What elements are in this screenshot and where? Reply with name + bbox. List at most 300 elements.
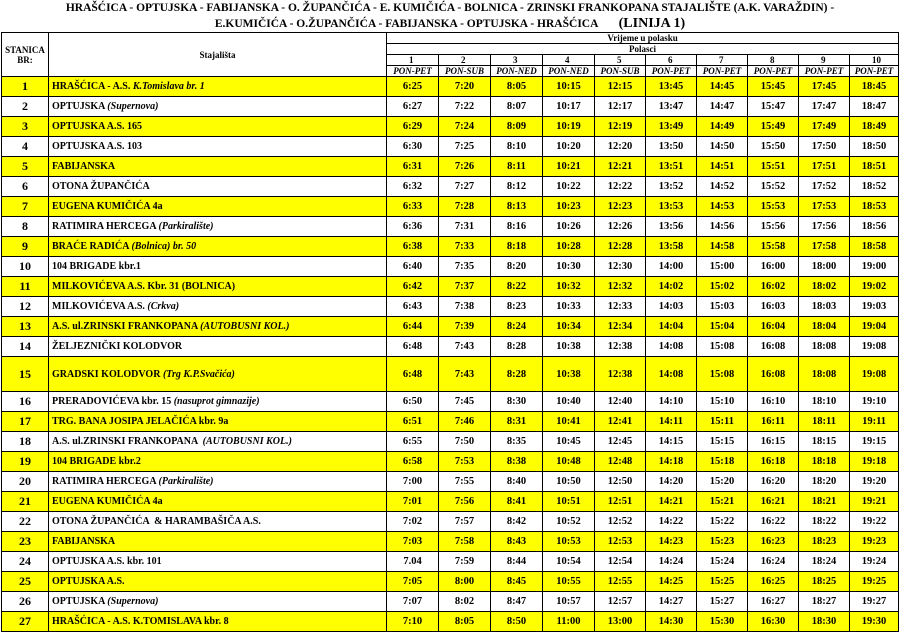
departure-time: 18:00 (799, 257, 850, 277)
departure-time: 12:34 (595, 317, 646, 337)
table-row (2, 552, 899, 572)
departure-time: 15:21 (697, 492, 748, 512)
departure-time: 6:48 (387, 337, 439, 357)
departure-time: 6:25 (387, 77, 439, 97)
departure-time: 7:28 (439, 197, 491, 217)
table-row (2, 297, 899, 317)
stop-name: OPTUJSKA A.S. kbr. 101 (52, 556, 162, 567)
departure-number: 5 (595, 55, 646, 66)
station-number: 25 (2, 572, 49, 592)
departure-time: 15:11 (697, 412, 748, 432)
departure-time: 18:50 (850, 137, 899, 157)
departure-time: 16:15 (748, 432, 799, 452)
departure-time: 19:22 (850, 512, 899, 532)
departure-time: 16:22 (748, 512, 799, 532)
departure-time: 7:20 (439, 77, 491, 97)
departure-time: 16:08 (748, 337, 799, 357)
station-number: 10 (2, 257, 49, 277)
departure-time: 8:43 (491, 532, 543, 552)
station-number: 17 (2, 412, 49, 432)
departure-time: 13:58 (646, 237, 697, 257)
departure-time: 14:49 (697, 117, 748, 137)
departure-time: 14:56 (697, 217, 748, 237)
stop-name: MILKOVIĆEVA A.S. (52, 301, 148, 312)
departure-time: 10:26 (543, 217, 595, 237)
departure-time: 6:36 (387, 217, 439, 237)
departure-time: 13:56 (646, 217, 697, 237)
stop-name: PRERADOVIĆEVA kbr. 15 (52, 396, 174, 407)
departure-time: 8:07 (491, 97, 543, 117)
departure-time: 7:07 (387, 592, 439, 612)
departure-time: 10:34 (543, 317, 595, 337)
departure-time: 8:09 (491, 117, 543, 137)
stop-name: OPTUJSKA A.S. 165 (52, 121, 143, 132)
departure-time: 15:27 (697, 592, 748, 612)
departure-time: 16:03 (748, 297, 799, 317)
station-number: 24 (2, 552, 49, 572)
departure-time: 8:02 (439, 592, 491, 612)
departure-time: 15:56 (748, 217, 799, 237)
table-row (2, 157, 899, 177)
departure-time: 10:40 (543, 392, 595, 412)
station-number: 13 (2, 317, 49, 337)
departure-number: 3 (491, 55, 543, 66)
departure-time: 15:24 (697, 552, 748, 572)
departure-time: 14:10 (646, 392, 697, 412)
departure-time: 8:24 (491, 317, 543, 337)
stop-note: (Crkva) (147, 301, 180, 312)
departure-time: 10:51 (543, 492, 595, 512)
departure-time: 15:08 (697, 357, 748, 392)
departure-number: 6 (646, 55, 697, 66)
departure-time: 14:04 (646, 317, 697, 337)
station-number: 27 (2, 612, 49, 632)
station-number: 20 (2, 472, 49, 492)
departure-time: 17:51 (799, 157, 850, 177)
departure-time: 11:00 (543, 612, 595, 632)
departure-time: 15:25 (697, 572, 748, 592)
stop-name-cell (49, 572, 387, 592)
table-row (2, 77, 899, 97)
stop-name-cell (49, 357, 387, 392)
stop-name: OPTUJSKA A.S. (52, 576, 125, 587)
station-no-header: STANICA BR: (2, 33, 49, 77)
departure-time: 8:44 (491, 552, 543, 572)
departure-time: 7:45 (439, 392, 491, 412)
departure-time: 15:52 (748, 177, 799, 197)
table-row (2, 257, 899, 277)
departure-time: 7:05 (387, 572, 439, 592)
departure-time: 6:38 (387, 237, 439, 257)
departure-time: 14:02 (646, 277, 697, 297)
departure-time: 15:04 (697, 317, 748, 337)
departure-time: 18:04 (799, 317, 850, 337)
day-type: PON-SUB (439, 66, 491, 77)
departure-time: 15:02 (697, 277, 748, 297)
departure-time: 7.04 (387, 552, 439, 572)
departure-time: 10:45 (543, 432, 595, 452)
departure-time: 7:10 (387, 612, 439, 632)
stop-note: (Parkiralište) (158, 221, 214, 232)
departure-time: 13:52 (646, 177, 697, 197)
station-number: 11 (2, 277, 49, 297)
departure-time: 10:23 (543, 197, 595, 217)
departure-time: 14:30 (646, 612, 697, 632)
departure-time: 12:26 (595, 217, 646, 237)
timetable-header (0, 0, 900, 32)
departure-time: 12:19 (595, 117, 646, 137)
departure-time: 18:47 (850, 97, 899, 117)
departure-number: 4 (543, 55, 595, 66)
departure-time: 12:28 (595, 237, 646, 257)
departure-time: 14:45 (697, 77, 748, 97)
departure-time: 6:55 (387, 432, 439, 452)
departure-time: 14:51 (697, 157, 748, 177)
departure-time: 19:03 (850, 297, 899, 317)
station-number: 19 (2, 452, 49, 472)
departure-time: 6:31 (387, 157, 439, 177)
departure-time: 18:25 (799, 572, 850, 592)
departure-time: 10:19 (543, 117, 595, 137)
stop-name-cell (49, 317, 387, 337)
stop-note: (Supernova) (107, 596, 159, 607)
departure-time: 18:22 (799, 512, 850, 532)
departure-time: 10:53 (543, 532, 595, 552)
departure-time: 7:43 (439, 337, 491, 357)
departure-time: 12:48 (595, 452, 646, 472)
route-line-2-text: E.KUMIČIĆA - O.ŽUPANČIĆA - FABIJANSKA - OPTUJSKA - HRAŠĆICA (214, 18, 598, 30)
departure-time: 7:46 (439, 412, 491, 432)
departure-time: 12:40 (595, 392, 646, 412)
departure-time: 15:15 (697, 432, 748, 452)
departure-time: 13:49 (646, 117, 697, 137)
departures-header: Polasci (387, 44, 899, 55)
table-row (2, 512, 899, 532)
departure-time: 8:35 (491, 432, 543, 452)
departure-time: 6:30 (387, 137, 439, 157)
departure-time: 6:44 (387, 317, 439, 337)
station-number: 3 (2, 117, 49, 137)
departure-time: 14:22 (646, 512, 697, 532)
departure-time: 12:21 (595, 157, 646, 177)
departure-time: 14:08 (646, 357, 697, 392)
departure-time: 10:52 (543, 512, 595, 532)
departure-time: 17:45 (799, 77, 850, 97)
departure-time: 14:50 (697, 137, 748, 157)
timetable-body (2, 77, 899, 632)
departure-number: 2 (439, 55, 491, 66)
departure-time: 12:55 (595, 572, 646, 592)
station-number: 1 (2, 77, 49, 97)
departure-time: 19:20 (850, 472, 899, 492)
stop-note: (AUTOBUSNI KOL.) (202, 436, 292, 447)
departure-time: 15:49 (748, 117, 799, 137)
departure-time: 6:42 (387, 277, 439, 297)
day-type: PON-PET (646, 66, 697, 77)
departure-time: 10:55 (543, 572, 595, 592)
stop-name-cell (49, 177, 387, 197)
table-row (2, 592, 899, 612)
stop-name: EUGENA KUMIČIĆA 4a (52, 496, 163, 507)
stop-name: GRADSKI KOLODVOR (52, 368, 163, 380)
departure-time: 18:20 (799, 472, 850, 492)
departure-time: 10:17 (543, 97, 595, 117)
departure-time: 18:58 (850, 237, 899, 257)
stop-name: ŽELJEZNIČKI KOLODVOR (52, 341, 183, 352)
departure-time: 17:50 (799, 137, 850, 157)
table-row (2, 392, 899, 412)
departure-time: 7:37 (439, 277, 491, 297)
departure-time: 18:51 (850, 157, 899, 177)
stop-name-cell (49, 297, 387, 317)
departure-time: 8:38 (491, 452, 543, 472)
departure-time: 7:22 (439, 97, 491, 117)
timetable (1, 32, 899, 632)
departure-time: 15:18 (697, 452, 748, 472)
stop-name-cell (49, 77, 387, 97)
departure-time: 14:23 (646, 532, 697, 552)
station-number: 5 (2, 157, 49, 177)
departure-number: 7 (697, 55, 748, 66)
departure-time: 10:33 (543, 297, 595, 317)
stop-name: OPTUJSKA (52, 596, 108, 607)
departure-time: 8:28 (491, 357, 543, 392)
stop-name-cell (49, 432, 387, 452)
departure-time: 16:00 (748, 257, 799, 277)
departure-time: 10:20 (543, 137, 595, 157)
departure-time: 8:22 (491, 277, 543, 297)
departure-time: 19:21 (850, 492, 899, 512)
departure-time: 12:45 (595, 432, 646, 452)
departure-time: 8:16 (491, 217, 543, 237)
stop-name-cell (49, 197, 387, 217)
departure-time: 18:30 (799, 612, 850, 632)
departure-time: 8:30 (491, 392, 543, 412)
station-number: 9 (2, 237, 49, 257)
departure-time: 19:10 (850, 392, 899, 412)
route-line-2 (0, 16, 900, 32)
stop-name-cell (49, 237, 387, 257)
departure-time: 12:15 (595, 77, 646, 97)
departure-time: 15:22 (697, 512, 748, 532)
departure-time: 7:53 (439, 452, 491, 472)
stop-name: MILKOVIĆEVA A.S. Kbr. 31 (BOLNICA) (52, 281, 236, 292)
departure-time: 7:38 (439, 297, 491, 317)
departure-time: 12:57 (595, 592, 646, 612)
departure-time: 12:38 (595, 357, 646, 392)
stop-name: FABIJANSKA (52, 536, 116, 547)
stop-name: HRAŠĆICA - A.S. K.TOMISLAVA kbr. 8 (52, 616, 229, 627)
departure-time: 6:48 (387, 357, 439, 392)
departure-time: 16:04 (748, 317, 799, 337)
departure-time: 12:51 (595, 492, 646, 512)
departure-time: 17:53 (799, 197, 850, 217)
stop-name-cell (49, 97, 387, 117)
station-number: 14 (2, 337, 49, 357)
stop-name-cell (49, 217, 387, 237)
departure-time: 18:21 (799, 492, 850, 512)
departure-time: 15:00 (697, 257, 748, 277)
departure-time: 16:25 (748, 572, 799, 592)
stop-name: A.S. ul.ZRINSKI FRANKOPANA (52, 321, 201, 332)
departure-time: 8:50 (491, 612, 543, 632)
departure-time: 14:15 (646, 432, 697, 452)
station-number: 26 (2, 592, 49, 612)
departure-time: 18:52 (850, 177, 899, 197)
departure-time: 6:50 (387, 392, 439, 412)
departure-time: 6:27 (387, 97, 439, 117)
departure-time: 7:43 (439, 357, 491, 392)
departure-time: 12:30 (595, 257, 646, 277)
departure-time: 7:24 (439, 117, 491, 137)
departure-time: 12:33 (595, 297, 646, 317)
departure-time: 7:33 (439, 237, 491, 257)
stop-name-cell (49, 392, 387, 412)
departure-time: 16:24 (748, 552, 799, 572)
station-number: 15 (2, 357, 49, 392)
station-number: 4 (2, 137, 49, 157)
departure-time: 16:27 (748, 592, 799, 612)
table-row (2, 277, 899, 297)
departure-time: 18:45 (850, 77, 899, 97)
departure-time: 10:28 (543, 237, 595, 257)
departure-time: 14:11 (646, 412, 697, 432)
stop-name-cell (49, 452, 387, 472)
table-row (2, 412, 899, 432)
departure-time: 7:56 (439, 492, 491, 512)
departure-time: 8:45 (491, 572, 543, 592)
departure-time: 18:53 (850, 197, 899, 217)
stop-name-cell (49, 137, 387, 157)
stop-name-cell (49, 277, 387, 297)
departure-time: 14:52 (697, 177, 748, 197)
day-type: PON-PET (697, 66, 748, 77)
departure-time: 14:18 (646, 452, 697, 472)
departure-time: 18:18 (799, 452, 850, 472)
departure-time: 14:27 (646, 592, 697, 612)
departure-time: 10:57 (543, 592, 595, 612)
departure-time: 7:35 (439, 257, 491, 277)
departure-time: 17:56 (799, 217, 850, 237)
table-row (2, 177, 899, 197)
stop-name: OPTUJSKA A.S. 103 (52, 141, 143, 152)
departure-time: 10:30 (543, 257, 595, 277)
stop-name-cell (49, 157, 387, 177)
stop-name: 104 BRIGADE kbr.1 (52, 261, 141, 272)
departure-time: 7:31 (439, 217, 491, 237)
table-row (2, 472, 899, 492)
departure-time: 10:32 (543, 277, 595, 297)
departure-time: 8:13 (491, 197, 543, 217)
route-line-1: HRAŠĆICA - OPTUJSKA - FABIJANSKA - O. ŽUPANČIĆA - E. KUMIČIĆA - BOLNICA - ZRINSKI FRANKOPANA STAJALIŠTE (A.K. VARAŽDIN) - (65, 2, 835, 14)
departure-time: 16:10 (748, 392, 799, 412)
table-row (2, 237, 899, 257)
departure-time: 13:51 (646, 157, 697, 177)
departure-time: 8:47 (491, 592, 543, 612)
departure-time: 14:24 (646, 552, 697, 572)
departure-time: 14:47 (697, 97, 748, 117)
departure-time: 7:58 (439, 532, 491, 552)
departure-time: 7:39 (439, 317, 491, 337)
departure-time: 18:15 (799, 432, 850, 452)
departure-time: 14:20 (646, 472, 697, 492)
departure-time: 13:47 (646, 97, 697, 117)
departure-time: 10:15 (543, 77, 595, 97)
departure-time: 12:38 (595, 337, 646, 357)
departure-time: 13:45 (646, 77, 697, 97)
departure-time: 15:20 (697, 472, 748, 492)
departure-time: 15:10 (697, 392, 748, 412)
departure-time: 16:23 (748, 532, 799, 552)
departure-time: 6:58 (387, 452, 439, 472)
departure-time: 16:20 (748, 472, 799, 492)
departure-time: 14:53 (697, 197, 748, 217)
departure-time: 13:00 (595, 612, 646, 632)
departure-time: 12:22 (595, 177, 646, 197)
stop-name-cell (49, 337, 387, 357)
departure-time: 16:08 (748, 357, 799, 392)
departure-time: 6:29 (387, 117, 439, 137)
departure-time: 14:00 (646, 257, 697, 277)
table-row (2, 197, 899, 217)
departure-time: 19:02 (850, 277, 899, 297)
departure-time: 18:08 (799, 357, 850, 392)
departure-time: 7:26 (439, 157, 491, 177)
station-number: 8 (2, 217, 49, 237)
table-row (2, 452, 899, 472)
departure-time: 13:50 (646, 137, 697, 157)
departure-time: 15:53 (748, 197, 799, 217)
stop-name: FABIJANSKA (52, 161, 116, 172)
departure-time: 19:15 (850, 432, 899, 452)
departure-time: 12:50 (595, 472, 646, 492)
departure-time: 16:30 (748, 612, 799, 632)
stop-name-cell (49, 412, 387, 432)
departure-time: 12:17 (595, 97, 646, 117)
stop-name: OTONA ŽUPANČIĆA (52, 181, 150, 192)
departure-time: 19:24 (850, 552, 899, 572)
departure-time: 12:32 (595, 277, 646, 297)
departure-time: 17:52 (799, 177, 850, 197)
station-number: 16 (2, 392, 49, 412)
table-row (2, 357, 899, 392)
departure-time: 8:18 (491, 237, 543, 257)
departure-time: 12:20 (595, 137, 646, 157)
departure-time: 10:22 (543, 177, 595, 197)
departure-time: 7:27 (439, 177, 491, 197)
departure-number: 1 (387, 55, 439, 66)
table-row (2, 432, 899, 452)
departure-time: 19:27 (850, 592, 899, 612)
stop-name-cell (49, 117, 387, 137)
station-number: 21 (2, 492, 49, 512)
stop-name: RATIMIRA HERCEGA (52, 476, 159, 487)
departure-time: 14:08 (646, 337, 697, 357)
stop-name-cell (49, 532, 387, 552)
departure-time: 17:49 (799, 117, 850, 137)
station-number: 2 (2, 97, 49, 117)
stop-name-cell (49, 592, 387, 612)
station-number: 12 (2, 297, 49, 317)
departure-time: 10:41 (543, 412, 595, 432)
departure-time: 18:56 (850, 217, 899, 237)
departure-time: 19:25 (850, 572, 899, 592)
stop-note: (AUTOBUSNI KOL.) (200, 321, 290, 332)
departure-time: 6:33 (387, 197, 439, 217)
stop-name: EUGENA KUMIČIĆA 4a (52, 201, 163, 212)
departure-time: 15:47 (748, 97, 799, 117)
departure-time: 17:47 (799, 97, 850, 117)
